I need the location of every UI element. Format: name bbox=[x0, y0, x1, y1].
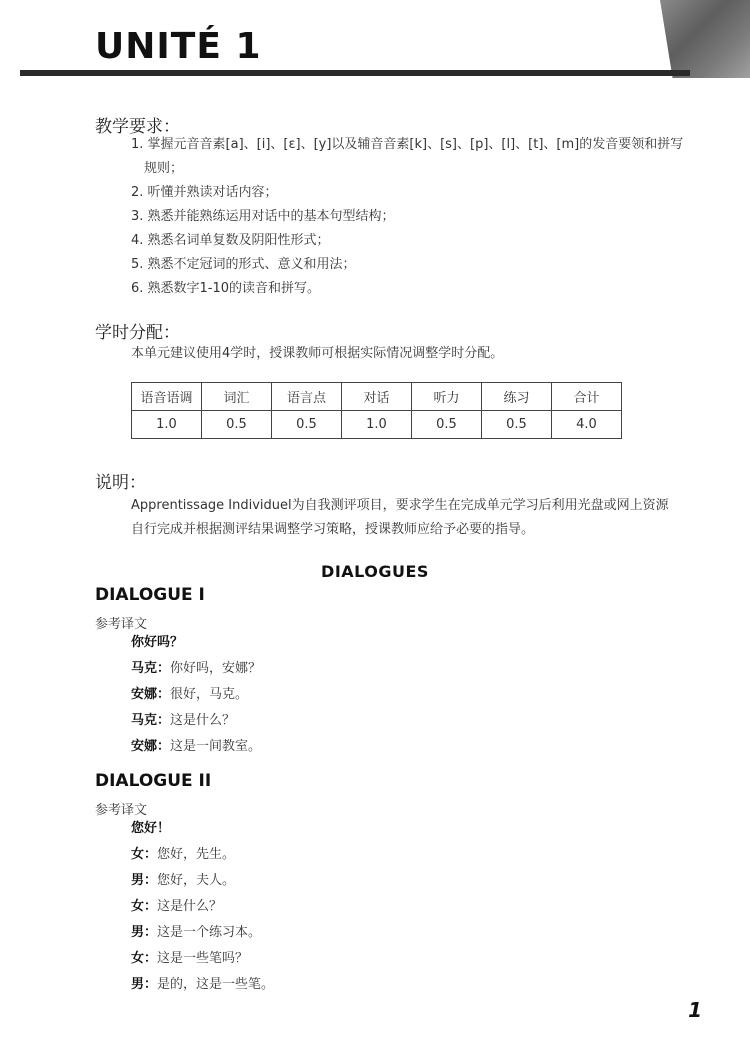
table-header-cell: 对话 bbox=[342, 383, 412, 411]
dialogue-1-body bbox=[131, 630, 261, 760]
unit-title: UNITÉ 1 bbox=[95, 26, 262, 67]
table-header-cell: 语言点 bbox=[272, 383, 342, 411]
table-header-cell: 练习 bbox=[482, 383, 552, 411]
dialogue-text: 这是一些笔吗？ bbox=[157, 951, 249, 966]
table-row bbox=[132, 411, 622, 439]
dialogue-2-heading: DIALOGUE II bbox=[95, 771, 212, 791]
list-item: 3. 熟悉并能熟练运用对话中的基本句型结构； bbox=[131, 209, 395, 224]
dialogue-line bbox=[131, 708, 261, 734]
dialogue-line bbox=[131, 868, 274, 894]
allocation-heading: 学时分配： bbox=[95, 323, 180, 343]
table-cell: 0.5 bbox=[272, 411, 342, 439]
allocation-text: 本单元建议使用4学时，授课教师可根据实际情况调整学时分配。 bbox=[131, 346, 504, 361]
dialogue-text: 你好吗，安娜？ bbox=[170, 661, 262, 676]
list-item: 4. 熟悉名词单复数及阴阳性形式； bbox=[131, 233, 330, 248]
dialogue-text: 很好，马克。 bbox=[170, 687, 249, 702]
speaker-label: 女： bbox=[131, 847, 158, 862]
dialogue-line bbox=[131, 920, 274, 946]
table-cell: 1.0 bbox=[342, 411, 412, 439]
notes-line: 自行完成并根据测评结果调整学习策略，授课教师应给予必要的指导。 bbox=[131, 522, 535, 537]
dialogues-title: DIALOGUES bbox=[321, 562, 429, 581]
list-item: 1. 掌握元音音素[a]、[i]、[ɛ]、[y]以及辅音音素[k]、[s]、[p]、[l]、[t]、[m]的发音要领和拼写 bbox=[131, 137, 684, 152]
dialogue-text: 是的，这是一些笔。 bbox=[157, 977, 275, 992]
table-cell: 1.0 bbox=[132, 411, 202, 439]
dialogue-text: 这是一个练习本。 bbox=[157, 925, 262, 940]
dialogue-1-subtitle: 你好吗？ bbox=[131, 635, 184, 650]
speaker-label: 女： bbox=[131, 951, 158, 966]
table-cell: 0.5 bbox=[412, 411, 482, 439]
dialogue-text: 您好，先生。 bbox=[157, 847, 236, 862]
table-header-cell: 听力 bbox=[412, 383, 482, 411]
list-item: 5. 熟悉不定冠词的形式、意义和用法； bbox=[131, 257, 356, 272]
list-item: 规则； bbox=[144, 161, 184, 176]
speaker-label: 马克： bbox=[131, 661, 171, 676]
speaker-label: 安娜： bbox=[131, 687, 171, 702]
header-corner-decoration bbox=[660, 0, 750, 78]
notes-line: Apprentissage Individuel为自我测评项目，要求学生在完成单元学习后利用光盘或网上资源 bbox=[131, 498, 669, 513]
dialogue-1-ref-label: 参考译文 bbox=[95, 617, 148, 632]
speaker-label: 女： bbox=[131, 899, 158, 914]
dialogue-line bbox=[131, 946, 274, 972]
dialogue-line bbox=[131, 894, 274, 920]
dialogue-line bbox=[131, 682, 261, 708]
speaker-label: 男： bbox=[131, 977, 158, 992]
table-cell: 0.5 bbox=[202, 411, 272, 439]
dialogue-text: 您好，夫人。 bbox=[157, 873, 236, 888]
table-row bbox=[132, 383, 622, 411]
hours-table bbox=[131, 382, 622, 439]
dialogue-text: 这是什么？ bbox=[157, 899, 223, 914]
table-header-cell: 语音语调 bbox=[132, 383, 202, 411]
notes-heading: 说明： bbox=[95, 473, 146, 493]
dialogue-2-ref-label: 参考译文 bbox=[95, 803, 148, 818]
dialogue-line bbox=[131, 734, 261, 760]
page-number: 1 bbox=[688, 998, 702, 1022]
table-cell: 4.0 bbox=[552, 411, 622, 439]
header-rule bbox=[20, 70, 690, 76]
objectives-heading: 教学要求： bbox=[95, 117, 180, 137]
speaker-label: 马克： bbox=[131, 713, 171, 728]
speaker-label: 男： bbox=[131, 873, 158, 888]
objectives-list bbox=[131, 133, 701, 301]
dialogue-1-heading: DIALOGUE I bbox=[95, 585, 205, 605]
table-header-cell: 合计 bbox=[552, 383, 622, 411]
speaker-label: 安娜： bbox=[131, 739, 171, 754]
dialogue-line bbox=[131, 972, 274, 998]
table-header-cell: 词汇 bbox=[202, 383, 272, 411]
list-item: 2. 听懂并熟读对话内容； bbox=[131, 185, 278, 200]
dialogue-2-body bbox=[131, 816, 274, 998]
table-cell: 0.5 bbox=[482, 411, 552, 439]
speaker-label: 男： bbox=[131, 925, 158, 940]
dialogue-line bbox=[131, 656, 261, 682]
dialogue-text: 这是什么？ bbox=[170, 713, 236, 728]
dialogue-2-subtitle: 您好！ bbox=[131, 821, 171, 836]
list-item: 6. 熟悉数字1-10的读音和拼写。 bbox=[131, 281, 321, 296]
dialogue-text: 这是一间教室。 bbox=[170, 739, 262, 754]
dialogue-line bbox=[131, 842, 274, 868]
